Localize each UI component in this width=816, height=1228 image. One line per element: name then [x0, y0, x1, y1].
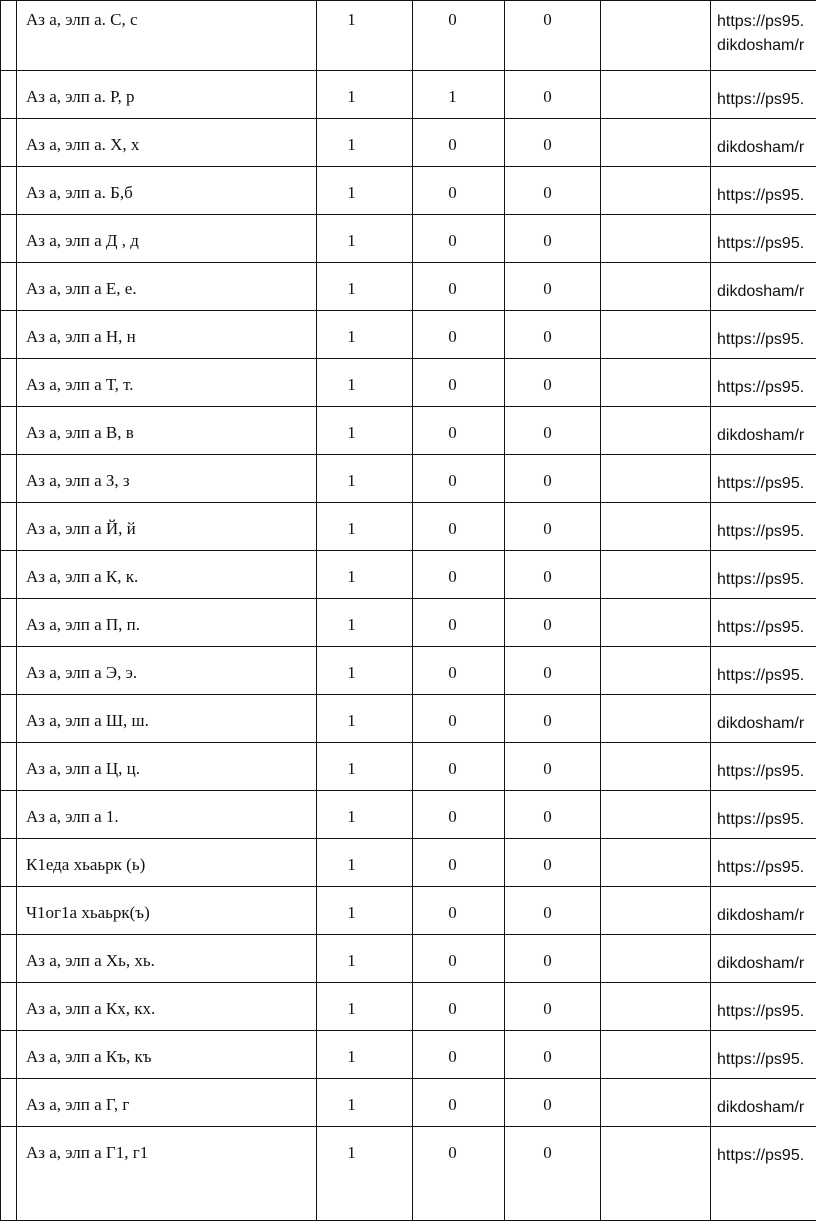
resource-link[interactable]: https://ps95. [717, 523, 805, 540]
control-work-cell: 0 [413, 1127, 505, 1221]
resource-link[interactable]: dikdosham/r [717, 139, 805, 156]
practical-work-cell: 0 [505, 1127, 601, 1221]
resource-link[interactable]: https://ps95. [717, 1051, 805, 1068]
resource-link[interactable]: dikdosham/r [717, 907, 805, 924]
topic-cell: Аз а, элп а Е, е. [17, 263, 317, 311]
topic-cell: Аз а, элп а. Р, р [17, 71, 317, 119]
table-row [1, 743, 816, 791]
resource-link[interactable]: https://ps95. [717, 1003, 805, 1020]
topic-cell: Аз а, элп а. Х, х [17, 119, 317, 167]
table-row [1, 599, 816, 647]
practical-work-cell: 0 [505, 311, 601, 359]
resource-link[interactable]: dikdosham/r [717, 37, 805, 54]
table-row [1, 167, 816, 215]
control-work-cell: 0 [413, 215, 505, 263]
row-number-cell [1, 215, 17, 263]
date-cell [601, 599, 711, 647]
practical-work-cell: 0 [505, 503, 601, 551]
control-work-cell: 0 [413, 743, 505, 791]
hours-cell: 1 [317, 599, 413, 647]
table-row [1, 263, 816, 311]
table-row [1, 1127, 816, 1221]
topic-cell: Аз а, элп а К, к. [17, 551, 317, 599]
date-cell [601, 215, 711, 263]
row-number-cell [1, 503, 17, 551]
date-cell [601, 311, 711, 359]
control-work-cell: 0 [413, 935, 505, 983]
topic-cell: Аз а, элп а Й, й [17, 503, 317, 551]
resource-link[interactable]: https://ps95. [717, 379, 805, 396]
row-number-cell [1, 359, 17, 407]
topic-cell: Аз а, элп а Къ, къ [17, 1031, 317, 1079]
topic-cell: Аз а, элп а Ц, ц. [17, 743, 317, 791]
resource-link-cell [711, 1, 816, 71]
row-number-cell [1, 1, 17, 71]
resource-link-cell [711, 119, 816, 167]
resource-link[interactable]: https://ps95. [717, 13, 805, 30]
date-cell [601, 1031, 711, 1079]
resource-link[interactable]: https://ps95. [717, 859, 805, 876]
table-row [1, 983, 816, 1031]
hours-cell: 1 [317, 839, 413, 887]
table-row [1, 887, 816, 935]
date-cell [601, 647, 711, 695]
table-row [1, 215, 816, 263]
resource-link-cell [711, 215, 816, 263]
control-work-cell: 0 [413, 551, 505, 599]
hours-cell: 1 [317, 743, 413, 791]
row-number-cell [1, 839, 17, 887]
table-row [1, 311, 816, 359]
date-cell [601, 71, 711, 119]
table-row [1, 359, 816, 407]
topic-cell: Аз а, элп а Д , д [17, 215, 317, 263]
topic-cell: Аз а, элп а. Б,б [17, 167, 317, 215]
resource-link-cell [711, 263, 816, 311]
hours-cell: 1 [317, 407, 413, 455]
table-row [1, 1, 816, 71]
resource-link[interactable]: https://ps95. [717, 187, 805, 204]
topic-cell: Аз а, элп а Кх, кх. [17, 983, 317, 1031]
control-work-cell: 0 [413, 407, 505, 455]
date-cell [601, 551, 711, 599]
resource-link[interactable]: https://ps95. [717, 331, 805, 348]
resource-link[interactable]: dikdosham/r [717, 427, 805, 444]
table-row [1, 647, 816, 695]
row-number-cell [1, 455, 17, 503]
date-cell [601, 935, 711, 983]
control-work-cell: 0 [413, 1, 505, 71]
date-cell [601, 1079, 711, 1127]
table-row [1, 119, 816, 167]
topic-cell: Аз а, элп а П, п. [17, 599, 317, 647]
control-work-cell: 0 [413, 839, 505, 887]
date-cell [601, 983, 711, 1031]
resource-link-cell [711, 647, 816, 695]
resource-link-cell [711, 935, 816, 983]
control-work-cell: 0 [413, 983, 505, 1031]
topic-cell: Аз а, элп а. С, с [17, 1, 317, 71]
table-row [1, 935, 816, 983]
resource-link-cell [711, 407, 816, 455]
date-cell [601, 839, 711, 887]
resource-link-cell [711, 887, 816, 935]
practical-work-cell: 0 [505, 359, 601, 407]
date-cell [601, 263, 711, 311]
resource-link-cell [711, 1127, 816, 1221]
control-work-cell: 0 [413, 311, 505, 359]
resource-link-cell [711, 551, 816, 599]
hours-cell: 1 [317, 551, 413, 599]
hours-cell: 1 [317, 695, 413, 743]
control-work-cell: 0 [413, 359, 505, 407]
resource-link-cell [711, 743, 816, 791]
control-work-cell: 0 [413, 791, 505, 839]
hours-cell: 1 [317, 503, 413, 551]
table-row [1, 407, 816, 455]
resource-link[interactable]: https://ps95. [717, 1147, 805, 1164]
resource-link[interactable]: https://ps95. [717, 619, 805, 636]
table-row [1, 71, 816, 119]
control-work-cell: 0 [413, 455, 505, 503]
topic-cell: Аз а, элп а Э, э. [17, 647, 317, 695]
resource-link[interactable]: dikdosham/r [717, 1099, 805, 1116]
date-cell [601, 1, 711, 71]
practical-work-cell: 0 [505, 743, 601, 791]
resource-link-cell [711, 839, 816, 887]
control-work-cell: 1 [413, 71, 505, 119]
practical-work-cell: 0 [505, 167, 601, 215]
topic-cell: Аз а, элп а В, в [17, 407, 317, 455]
topic-cell: Аз а, элп а З, з [17, 455, 317, 503]
practical-work-cell: 0 [505, 263, 601, 311]
practical-work-cell: 0 [505, 839, 601, 887]
practical-work-cell: 0 [505, 647, 601, 695]
date-cell [601, 119, 711, 167]
control-work-cell: 0 [413, 599, 505, 647]
hours-cell: 1 [317, 1, 413, 71]
table-row [1, 1079, 816, 1127]
practical-work-cell: 0 [505, 1079, 601, 1127]
practical-work-cell: 0 [505, 887, 601, 935]
lesson-table-body [1, 1, 816, 1221]
resource-link-cell [711, 455, 816, 503]
resource-link-cell [711, 695, 816, 743]
table-row [1, 551, 816, 599]
hours-cell: 1 [317, 887, 413, 935]
resource-link[interactable]: https://ps95. [717, 667, 805, 684]
topic-cell: Аз а, элп а Т, т. [17, 359, 317, 407]
practical-work-cell: 0 [505, 983, 601, 1031]
resource-link[interactable]: dikdosham/r [717, 955, 805, 972]
resource-link[interactable]: https://ps95. [717, 91, 805, 108]
row-number-cell [1, 407, 17, 455]
practical-work-cell: 0 [505, 407, 601, 455]
row-number-cell [1, 695, 17, 743]
hours-cell: 1 [317, 647, 413, 695]
resource-link-cell [711, 311, 816, 359]
topic-cell: Аз а, элп а 1. [17, 791, 317, 839]
table-row [1, 1031, 816, 1079]
date-cell [601, 407, 711, 455]
hours-cell: 1 [317, 71, 413, 119]
hours-cell: 1 [317, 791, 413, 839]
practical-work-cell: 0 [505, 1031, 601, 1079]
control-work-cell: 0 [413, 695, 505, 743]
table-row [1, 503, 816, 551]
date-cell [601, 1127, 711, 1221]
resource-link[interactable]: https://ps95. [717, 475, 805, 492]
hours-cell: 1 [317, 119, 413, 167]
hours-cell: 1 [317, 1031, 413, 1079]
resource-link-cell [711, 167, 816, 215]
hours-cell: 1 [317, 983, 413, 1031]
row-number-cell [1, 647, 17, 695]
row-number-cell [1, 743, 17, 791]
practical-work-cell: 0 [505, 791, 601, 839]
row-number-cell [1, 1079, 17, 1127]
control-work-cell: 0 [413, 167, 505, 215]
practical-work-cell: 0 [505, 935, 601, 983]
resource-link[interactable]: https://ps95. [717, 235, 805, 252]
topic-cell: Аз а, элп а Г1, г1 [17, 1127, 317, 1221]
practical-work-cell: 0 [505, 695, 601, 743]
row-number-cell [1, 311, 17, 359]
row-number-cell [1, 263, 17, 311]
resource-link-cell [711, 1079, 816, 1127]
hours-cell: 1 [317, 935, 413, 983]
row-number-cell [1, 887, 17, 935]
resource-link[interactable]: https://ps95. [717, 811, 805, 828]
topic-cell: Аз а, элп а Ш, ш. [17, 695, 317, 743]
resource-link[interactable]: https://ps95. [717, 571, 805, 588]
row-number-cell [1, 599, 17, 647]
control-work-cell: 0 [413, 1079, 505, 1127]
date-cell [601, 359, 711, 407]
resource-link-cell [711, 359, 816, 407]
control-work-cell: 0 [413, 503, 505, 551]
topic-cell: Аз а, элп а Г, г [17, 1079, 317, 1127]
date-cell [601, 167, 711, 215]
resource-link[interactable]: dikdosham/r [717, 283, 805, 300]
table-row [1, 839, 816, 887]
topic-cell: К1еда хьаьрк (ь) [17, 839, 317, 887]
hours-cell: 1 [317, 263, 413, 311]
hours-cell: 1 [317, 455, 413, 503]
row-number-cell [1, 935, 17, 983]
resource-link-cell [711, 503, 816, 551]
hours-cell: 1 [317, 1127, 413, 1221]
table-row [1, 455, 816, 503]
date-cell [601, 743, 711, 791]
practical-work-cell: 0 [505, 215, 601, 263]
resource-link-cell [711, 1031, 816, 1079]
control-work-cell: 0 [413, 119, 505, 167]
practical-work-cell: 0 [505, 119, 601, 167]
date-cell [601, 887, 711, 935]
row-number-cell [1, 1031, 17, 1079]
resource-link[interactable]: dikdosham/r [717, 715, 805, 732]
date-cell [601, 503, 711, 551]
row-number-cell [1, 983, 17, 1031]
practical-work-cell: 0 [505, 71, 601, 119]
row-number-cell [1, 791, 17, 839]
hours-cell: 1 [317, 311, 413, 359]
hours-cell: 1 [317, 215, 413, 263]
table-row [1, 695, 816, 743]
hours-cell: 1 [317, 359, 413, 407]
practical-work-cell: 0 [505, 551, 601, 599]
row-number-cell [1, 167, 17, 215]
hours-cell: 1 [317, 167, 413, 215]
practical-work-cell: 0 [505, 455, 601, 503]
date-cell [601, 791, 711, 839]
resource-link-cell [711, 599, 816, 647]
topic-cell: Аз а, элп а Хь, хь. [17, 935, 317, 983]
resource-link[interactable]: https://ps95. [717, 763, 805, 780]
practical-work-cell: 0 [505, 1, 601, 71]
practical-work-cell: 0 [505, 599, 601, 647]
resource-link-cell [711, 791, 816, 839]
control-work-cell: 0 [413, 263, 505, 311]
table-row [1, 791, 816, 839]
resource-link-cell [711, 983, 816, 1031]
row-number-cell [1, 551, 17, 599]
topic-cell: Ч1ог1а хьаьрк(ъ) [17, 887, 317, 935]
control-work-cell: 0 [413, 1031, 505, 1079]
hours-cell: 1 [317, 1079, 413, 1127]
topic-cell: Аз а, элп а Н, н [17, 311, 317, 359]
date-cell [601, 695, 711, 743]
row-number-cell [1, 119, 17, 167]
control-work-cell: 0 [413, 647, 505, 695]
row-number-cell [1, 71, 17, 119]
control-work-cell: 0 [413, 887, 505, 935]
row-number-cell [1, 1127, 17, 1221]
date-cell [601, 455, 711, 503]
resource-link-cell [711, 71, 816, 119]
